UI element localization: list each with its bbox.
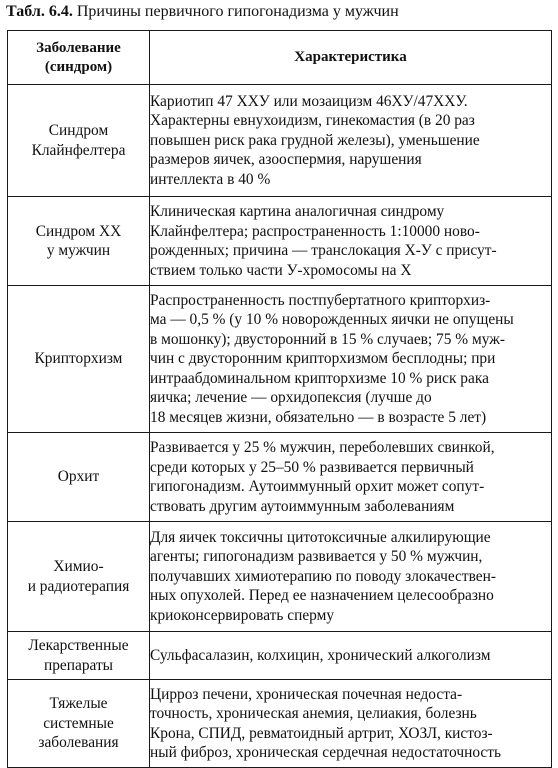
description-line: Цирроз печени, хроническая почечная недоста-	[150, 685, 463, 703]
description-line: точность, хроническая анемия, целиакия, болезнь	[150, 705, 477, 722]
description-line: Клайнфелтера; распространенность 1:10000 ново-	[150, 222, 480, 240]
disease-cell	[8, 433, 150, 522]
description-line: Развивается у 25 % мужчин, переболевших свинкой,	[150, 439, 495, 456]
description-line: Кариотип 47 ХХУ или мозаицизм 46ХУ/47ХХУ.	[150, 92, 468, 110]
disease-cell	[8, 632, 150, 680]
header-disease	[8, 31, 150, 85]
disease-line: у мужчин	[46, 242, 111, 259]
disease-line: Синдром	[48, 122, 109, 139]
description-cell	[150, 680, 552, 768]
table-row	[8, 632, 552, 680]
disease-cell	[8, 197, 150, 286]
description-line: получавших химиотерапию по поводу злокачествен-	[150, 567, 496, 585]
description-line: в мошонку); двусторонний в 15 % случаев; 75 % муж-	[150, 330, 505, 348]
disease-cell	[8, 286, 150, 433]
disease-cell	[8, 680, 150, 768]
table-row	[8, 433, 552, 522]
description-line: среди которых у 25–50 % развивается первичный	[150, 458, 474, 476]
table-row	[8, 286, 552, 433]
disease-line: Синдром ХХ	[35, 222, 122, 240]
description-cell	[150, 286, 552, 433]
disease-line: Крипторхизм	[34, 350, 123, 368]
description-line: Характерны евнухоидизм, гинекомастия (в 20 раз	[150, 112, 475, 130]
description-line: интеллекта в 40 %	[150, 170, 271, 188]
description-line: 18 месяцев жизни, обязательно — в возрасте 5 лет)	[150, 408, 487, 426]
description-line: рожденных; причина — транслокация Х-У с присут-	[150, 242, 497, 259]
table-row	[8, 85, 552, 197]
description-cell	[150, 632, 552, 680]
description-line: размеров яичек, азооспермия, нарушения	[150, 151, 422, 169]
description-line: ма — 0,5 % (у 10 % новорожденных яички не опущены	[150, 311, 514, 329]
disease-line: заболевания	[38, 734, 119, 752]
disease-line: препараты	[43, 656, 114, 674]
disease-cell	[8, 85, 150, 197]
description-line: ствием только части У-хромосомы на Х	[150, 261, 412, 279]
disease-cell	[8, 522, 150, 632]
description-line: чин с двусторонним крипторхизмом бесплодны; при	[150, 350, 496, 368]
description-line: криоконсервировать сперму	[150, 606, 335, 624]
description-cell	[150, 433, 552, 522]
disease-line: системные	[43, 714, 114, 732]
description-line: Распространенность постпубертатного крипторхиз-	[150, 291, 491, 309]
header-disease-line: Заболевание	[36, 39, 121, 56]
description-line: Клиническая картина аналогичная синдрому	[150, 203, 445, 220]
caption-label: Табл. 6.4.	[6, 3, 73, 20]
causes-table	[7, 30, 552, 768]
disease-line: и радиотерапия	[27, 577, 130, 595]
description-line: ствовать другим аутоиммунным заболеваниям	[150, 497, 455, 515]
table-row	[8, 197, 552, 286]
description-line: яичка; лечение — орхидопексия (лучше до	[150, 389, 432, 407]
disease-line: Орхит	[57, 468, 100, 486]
description-line: интраабдоминальном крипторхизме 10 % риск рака	[150, 369, 489, 387]
disease-line: Химио-	[53, 558, 104, 575]
description-line: ных опухолей. Перед ее назначением целесообразно	[150, 587, 494, 605]
table-caption	[6, 3, 399, 21]
description-line: повышен риск рака грудной железы), уменьшение	[150, 131, 480, 149]
description-line: ный фиброз, хроническая сердечная недостаточность	[150, 744, 501, 761]
description-line: гипогонадизм. Аутоиммунный орхит может сопут-	[150, 478, 485, 495]
disease-line: Тяжелые	[49, 695, 108, 713]
disease-line: Лекарственные	[28, 637, 129, 654]
description-cell	[150, 522, 552, 632]
description-line: Крона, СПИД, ревматоидный артрит, ХОЗЛ, кистоз-	[150, 724, 493, 742]
table-header-row	[8, 31, 552, 85]
description-line: агенты; гипогонадизм развивается у 50 % мужчин,	[150, 548, 483, 566]
caption-title: Причины первичного гипогонадизма у мужчин	[76, 3, 399, 20]
description-line: Для яичек токсичны цитотоксичные алкилирующие	[150, 528, 491, 546]
table-row	[8, 522, 552, 632]
disease-line: Клайнфелтера	[31, 141, 126, 159]
table-row	[8, 680, 552, 768]
description-cell	[150, 197, 552, 286]
header-disease-line: (синдром)	[44, 58, 113, 75]
header-characteristic: Характеристика	[150, 31, 552, 85]
description-line: Сульфасалазин, колхицин, хронический алкоголизм	[150, 646, 491, 664]
description-cell	[150, 85, 552, 197]
